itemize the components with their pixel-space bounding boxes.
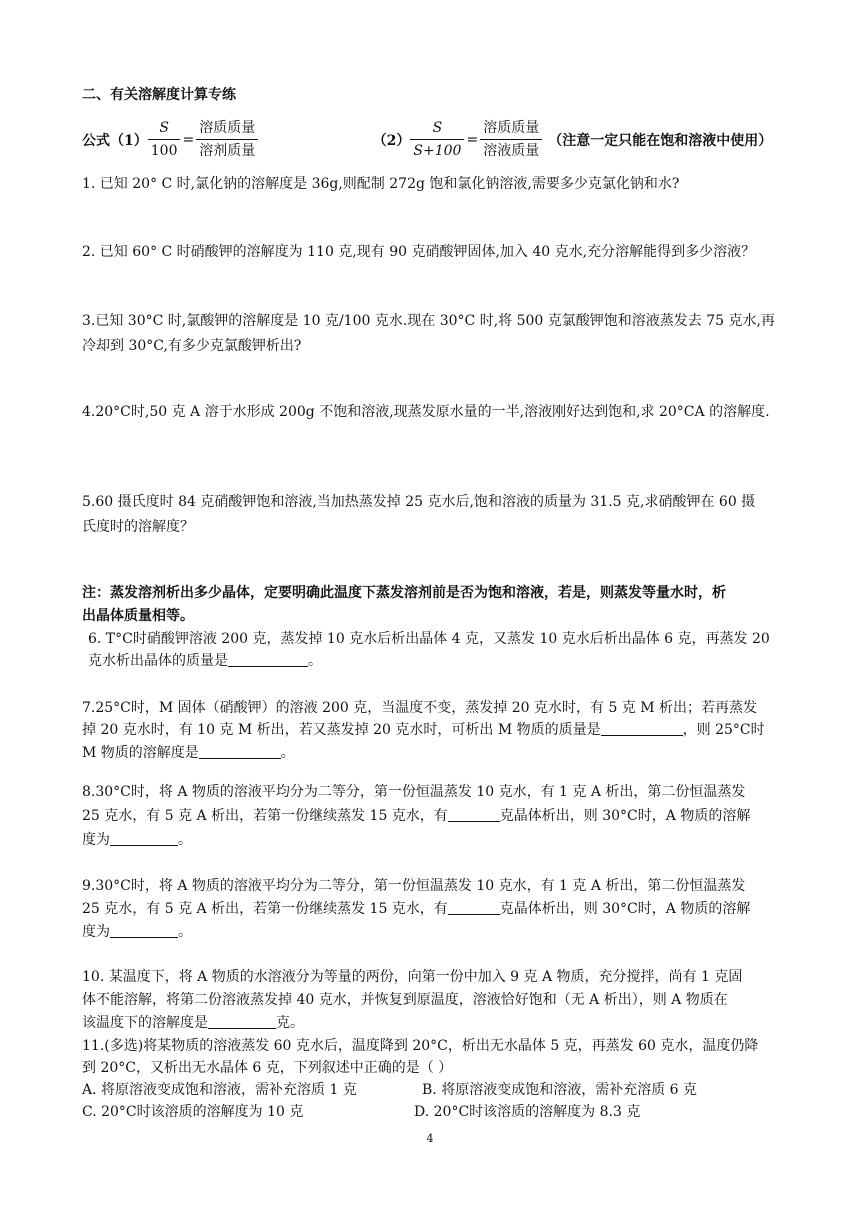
answer-blank[interactable] [448, 807, 500, 822]
question-8-text-c: 度为 [82, 832, 110, 848]
formula-1-solvent-mass: 溶剂质量 [199, 143, 256, 159]
question-5-line-1: 5.60 摄氏度时 84 克硝酸钾饱和溶液,当加热蒸发掉 25 克水后,饱和溶液的质量为 31.5 克,求硝酸钾在 60 摄 [82, 494, 756, 510]
question-11-line-1: 11.(多选)将某物质的溶液蒸发 60 克水后，温度降到 20°C，析出无水晶体 5 克，再蒸发 60 克水，温度仍降 [82, 1038, 759, 1054]
answer-blank[interactable] [199, 744, 281, 759]
question-10-line-3 [82, 1013, 304, 1033]
equals-sign: = [182, 131, 195, 148]
formula-1 [82, 118, 258, 161]
answer-blank[interactable] [448, 900, 500, 915]
answer-blank[interactable] [601, 721, 683, 736]
question-7-line-1: 7.25°C时，M 固体（硝酸钾）的溶液 200 克，当温度不变，蒸发掉 20 克水时，有 5 克 M 析出；若再蒸发 [82, 700, 758, 716]
formula-2-label: （2） [372, 132, 411, 149]
formula-note: （注意一定只能在饱和溶液中使用） [548, 132, 773, 149]
answer-blank[interactable] [110, 923, 178, 938]
question-7-text-b: ，则 25°C时 [682, 722, 765, 738]
formula-1-denominator-100: 100 [150, 143, 178, 159]
page-number: 4 [426, 1132, 434, 1145]
question-3-line-2: 冷却到 30°C,有多少克氯酸钾析出? [82, 338, 302, 354]
solubility-formulas [82, 118, 772, 161]
answer-blank[interactable] [228, 652, 308, 667]
question-2: 2. 已知 60° C 时硝酸钾的溶解度为 110 克,现有 90 克硝酸钾固体,加入 40 克水,充分溶解能得到多少溶液？ [82, 244, 756, 260]
question-1: 1. 已知 20° C 时,氯化钠的溶解度是 36g,则配制 272g 饱和氯化钠溶液,需要多少克氯化钠和水? [82, 176, 680, 192]
option-a[interactable]: A. 将原溶液变成饱和溶液，需补充溶质 1 克 [82, 1082, 357, 1098]
period: 。 [178, 832, 192, 848]
formula-1-solute-mass: 溶质质量 [196, 118, 258, 140]
period: 。 [178, 924, 192, 940]
formula-2 [373, 118, 773, 161]
question-6-line-1: 6. T°C时硝酸钾溶液 200 克，蒸发掉 10 克水后析出晶体 4 克，又蒸发 10 克水后析出晶体 6 克，再蒸发 20 [88, 631, 770, 647]
option-b[interactable]: B. 将原溶液变成饱和溶液，需补充溶质 6 克 [422, 1082, 697, 1098]
option-c[interactable]: C. 20°C时该溶质的溶解度为 10 克 [82, 1104, 304, 1120]
question-9-line-3 [82, 922, 192, 942]
question-8-line-1: 8.30°C时，将 A 物质的溶液平均分为二等分，第一份恒温蒸发 10 克水，有 1 克 A 析出，第二份恒温蒸发 [82, 784, 746, 800]
period: 。 [280, 745, 295, 761]
question-10-text: 该温度下的溶解度是 [82, 1015, 208, 1031]
question-10-line-1: 10. 某温度下，将 A 物质的水溶液分为等量的两份，向第一份中加入 9 克 A 物质，充分搅拌，尚有 1 克固 [82, 969, 743, 985]
question-7-text-c: M 物质的溶解度是 [82, 745, 199, 761]
question-8-line-2 [82, 806, 750, 826]
question-8-line-3 [82, 830, 192, 850]
formula-2-solution-mass: 溶液质量 [483, 143, 540, 159]
option-d[interactable]: D. 20°C时该溶质的溶解度为 8.3 克 [414, 1104, 641, 1120]
formula-1-right-fraction [196, 118, 258, 161]
question-8-text-b: 克晶体析出，则 30°C时，A 物质的溶解 [499, 808, 751, 824]
formula-2-left-fraction [410, 118, 464, 161]
question-3-line-1: 3.已知 30°C 时,氯酸钾的溶解度是 10 克/100 克水.现在 30°C 时,将 500 克氯酸钾饱和溶液蒸发去 75 克水,再 [82, 313, 775, 329]
question-8-text-a: 25 克水，有 5 克 A 析出，若第一份继续蒸发 15 克水，有 [82, 808, 448, 824]
formula-1-label: 公式（1） [82, 132, 148, 149]
question-5-line-2: 氏度时的溶解度？ [82, 519, 194, 535]
period: 。 [308, 653, 322, 669]
answer-blank[interactable] [208, 1014, 276, 1029]
formula-1-left-fraction [148, 118, 181, 161]
formula-2-numerator-s: S [410, 118, 464, 140]
question-9-line-2 [82, 899, 750, 919]
formula-1-numerator-s: S [148, 118, 181, 140]
question-9-line-1: 9.30°C时，将 A 物质的溶液平均分为二等分，第一份恒温蒸发 10 克水，有 1 克 A 析出，第二份恒温蒸发 [82, 878, 746, 894]
question-9-text-c: 度为 [82, 924, 110, 940]
question-6-line-2 [88, 651, 322, 671]
question-6-text: 克水析出晶体的质量是 [88, 653, 228, 669]
formula-2-solute-mass: 溶质质量 [480, 118, 542, 140]
question-10-line-2: 体不能溶解，将第二份溶液蒸发掉 40 克水，并恢复到原温度，溶液恰好饱和（无 A 析出），则 A 物质在 [82, 992, 728, 1008]
question-4: 4.20°C时,50 克 A 溶于水形成 200g 不饱和溶液,现蒸发原水量的一半,溶液刚好达到饱和,求 20°CA 的溶解度. [82, 404, 770, 420]
question-7-text-a: 掉 20 克水时，有 10 克 M 析出，若又蒸发掉 20 克水时，可析出 M 物质的质量是 [82, 722, 601, 738]
note-line-1: 注：蒸发溶剂析出多少晶体，定要明确此温度下蒸发溶剂前是否为饱和溶液，若是，则蒸发等量水时，析 [82, 585, 726, 601]
question-9-text-b: 克晶体析出，则 30°C时，A 物质的溶解 [499, 901, 751, 917]
formula-2-denominator: S+100 [413, 143, 462, 159]
answer-blank[interactable] [110, 831, 178, 846]
question-11-line-2: 到 20°C，又析出无水晶体 6 克，下列叙述中正确的是（ ） [82, 1060, 453, 1076]
question-7-line-2 [82, 720, 765, 740]
question-9-text-a: 25 克水，有 5 克 A 析出，若第一份继续蒸发 15 克水，有 [82, 901, 448, 917]
unit: 克。 [276, 1015, 304, 1031]
formula-2-right-fraction [480, 118, 542, 161]
question-7-line-3 [82, 743, 295, 763]
note-line-2: 出晶体质量相等。 [82, 608, 194, 624]
equals-sign: = [466, 131, 479, 148]
section-title: 二、有关溶解度计算专练 [82, 87, 236, 103]
